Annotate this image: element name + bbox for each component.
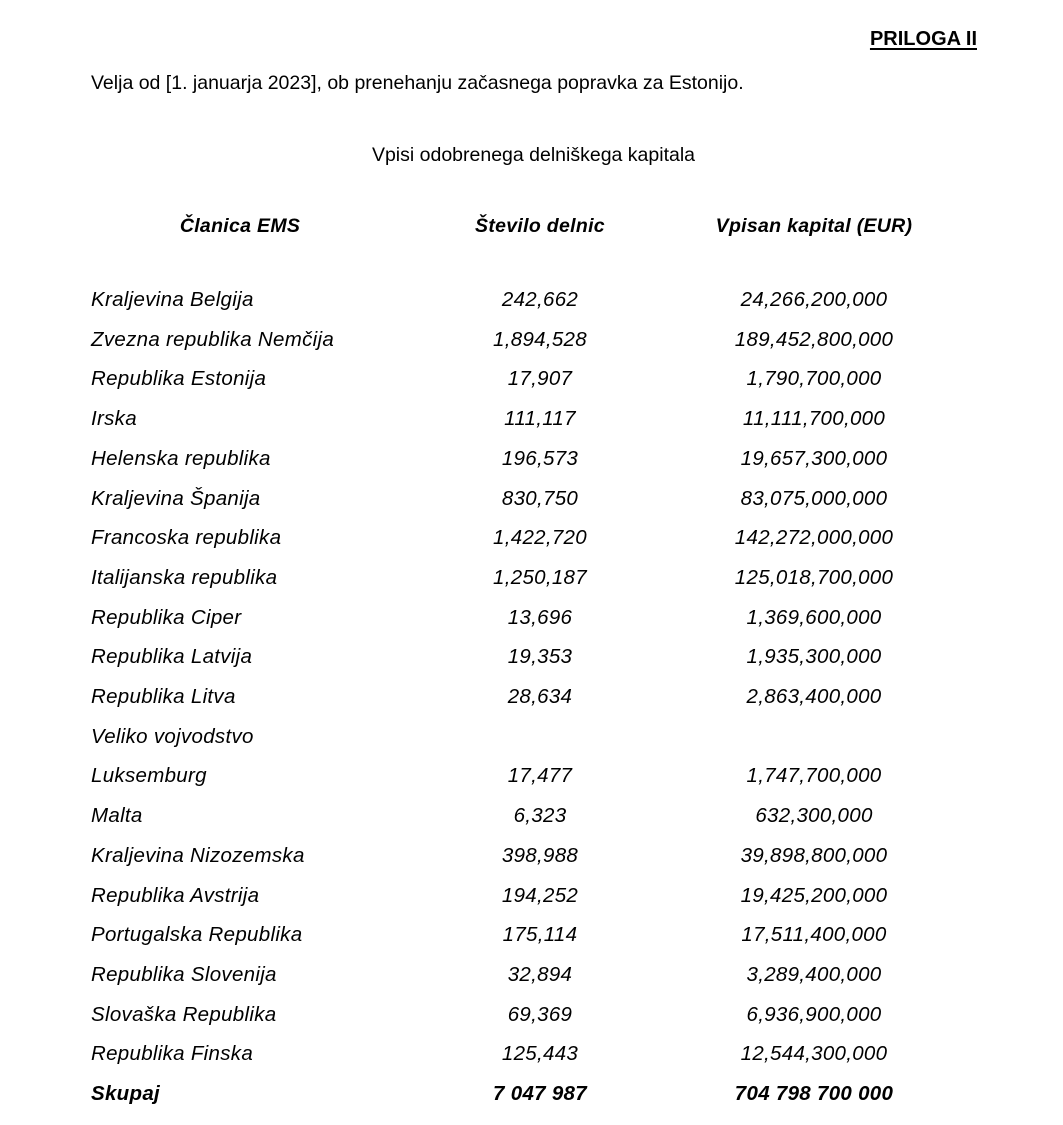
- row-shares: 194,252: [501, 884, 579, 907]
- intro-text: Velja od [1. januarja 2023], ob prenehanju začasnega popravka za Estonijo.: [91, 72, 744, 94]
- row-capital: 1,369,600,000: [746, 606, 882, 629]
- row-capital: 142,272,000,000: [734, 526, 894, 549]
- row-capital: 19,657,300,000: [740, 447, 888, 470]
- row-shares: 242,662: [501, 288, 579, 311]
- annex-title: PRILOGA II: [869, 28, 977, 50]
- row-capital: 189,452,800,000: [734, 328, 894, 351]
- row-shares: 17,907: [507, 367, 573, 390]
- row-capital: 2,863,400,000: [746, 685, 882, 708]
- row-member: Kraljevina Španija: [91, 487, 261, 510]
- row-member: Republika Ciper: [91, 606, 242, 629]
- row-shares: 830,750: [501, 487, 579, 510]
- row-capital: 11,111,700,000: [742, 407, 886, 430]
- total-label: Skupaj: [91, 1082, 161, 1105]
- row-shares: 69,369: [507, 1003, 573, 1026]
- row-capital: 632,300,000: [755, 804, 873, 827]
- row-member: Veliko vojvodstvo: [91, 725, 254, 748]
- row-member: Republika Estonija: [91, 367, 267, 390]
- column-header-shares: Število delnic: [475, 215, 605, 237]
- total-capital: 704 798 700 000: [734, 1082, 894, 1105]
- row-shares: 175,114: [502, 923, 578, 946]
- row-shares: 1,894,528: [493, 328, 587, 351]
- column-header-member: Članica EMS: [179, 215, 301, 237]
- row-member: Irska: [91, 407, 137, 430]
- row-member: Republika Avstrija: [91, 884, 260, 907]
- row-capital: 39,898,800,000: [740, 844, 888, 867]
- row-shares: 111,117: [504, 407, 576, 430]
- row-member: Helenska republika: [91, 447, 271, 470]
- row-member: Republika Finska: [91, 1042, 254, 1065]
- row-member: Republika Litva: [91, 685, 236, 708]
- row-capital: 24,266,200,000: [740, 288, 888, 311]
- row-shares: 13,696: [507, 606, 573, 629]
- row-shares: 125,443: [501, 1042, 579, 1065]
- row-member: Republika Latvija: [91, 645, 253, 668]
- row-member: Zvezna republika Nemčija: [91, 328, 335, 351]
- row-capital: 1,935,300,000: [746, 645, 882, 668]
- row-member: Republika Slovenija: [91, 963, 277, 986]
- row-shares: 196,573: [501, 447, 579, 470]
- row-member: Luksemburg: [91, 764, 207, 787]
- row-shares: 1,422,720: [493, 526, 587, 549]
- row-member: Francoska republika: [91, 526, 282, 549]
- row-capital: 1,747,700,000: [746, 764, 882, 787]
- row-member: Portugalska Republika: [91, 923, 303, 946]
- row-capital: 83,075,000,000: [740, 487, 888, 510]
- row-shares: 28,634: [507, 685, 573, 708]
- row-capital: 3,289,400,000: [746, 963, 882, 986]
- column-header-capital: Vpisan kapital (EUR): [715, 215, 913, 237]
- row-member: Italijanska republika: [91, 566, 278, 589]
- row-capital: 19,425,200,000: [740, 884, 888, 907]
- row-capital: 12,544,300,000: [740, 1042, 888, 1065]
- row-member: Kraljevina Nizozemska: [91, 844, 305, 867]
- row-capital: 6,936,900,000: [746, 1003, 882, 1026]
- row-shares: 17,477: [507, 764, 573, 787]
- row-shares: 398,988: [501, 844, 579, 867]
- row-capital: 17,511,400,000: [741, 923, 887, 946]
- total-shares: 7 047 987: [493, 1082, 587, 1105]
- row-member: Kraljevina Belgija: [91, 288, 254, 311]
- row-shares: 6,323: [513, 804, 567, 827]
- row-shares: 1,250,187: [493, 566, 587, 589]
- row-shares: 32,894: [507, 963, 573, 986]
- row-member: Malta: [91, 804, 143, 827]
- row-member: Slovaška Republika: [91, 1003, 277, 1026]
- row-capital: 1,790,700,000: [746, 367, 882, 390]
- table-title: Vpisi odobrenega delniškega kapitala: [371, 144, 696, 166]
- row-capital: 125,018,700,000: [734, 566, 894, 589]
- row-shares: 19,353: [507, 645, 573, 668]
